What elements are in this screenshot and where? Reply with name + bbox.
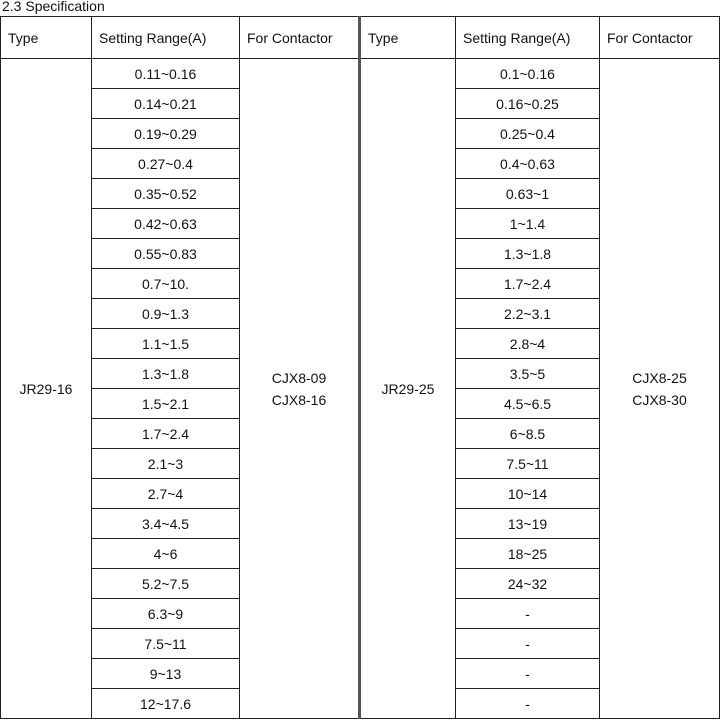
type-cell-left	[1, 59, 92, 719]
section-title: 2.3 Specification	[2, 0, 105, 14]
setting-range-right: 10~14	[456, 479, 600, 509]
setting-range-right: 7.5~11	[456, 449, 600, 479]
header-setting-range-right: Setting Range(A)	[456, 17, 600, 59]
setting-range-left: 0.14~0.21	[92, 89, 240, 119]
setting-range-right: 1.3~1.8	[456, 239, 600, 269]
setting-range-left: 2.1~3	[92, 449, 240, 479]
setting-range-left: 0.42~0.63	[92, 209, 240, 239]
header-row	[1, 17, 720, 59]
contactor-value-left: CJX8-16	[271, 391, 327, 408]
setting-range-right: 0.63~1	[456, 179, 600, 209]
setting-range-right: 0.25~0.4	[456, 119, 600, 149]
setting-range-right: -	[456, 689, 600, 719]
setting-range-left: 0.19~0.29	[92, 119, 240, 149]
setting-range-right: 18~25	[456, 539, 600, 569]
setting-range-left: 0.55~0.83	[92, 239, 240, 269]
setting-range-left: 1.7~2.4	[92, 419, 240, 449]
setting-range-left: 3.4~4.5	[92, 509, 240, 539]
header-for-contactor-left: For Contactor	[240, 17, 360, 59]
setting-range-left: 4~6	[92, 539, 240, 569]
table-row	[1, 59, 720, 89]
setting-range-right: -	[456, 599, 600, 629]
setting-range-left: 1.3~1.8	[92, 359, 240, 389]
setting-range-right: 3.5~5	[456, 359, 600, 389]
type-value-left: JR29-16	[19, 380, 73, 397]
type-value-right: JR29-25	[381, 380, 435, 397]
setting-range-left: 1.1~1.5	[92, 329, 240, 359]
setting-range-right: 24~32	[456, 569, 600, 599]
setting-range-right: 2.2~3.1	[456, 299, 600, 329]
type-cell-right	[360, 59, 456, 719]
setting-range-left: 0.35~0.52	[92, 179, 240, 209]
setting-range-right: 0.4~0.63	[456, 149, 600, 179]
setting-range-left: 1.5~2.1	[92, 389, 240, 419]
setting-range-right: 13~19	[456, 509, 600, 539]
setting-range-left: 7.5~11	[92, 629, 240, 659]
setting-range-right: 4.5~6.5	[456, 389, 600, 419]
setting-range-right: 1.7~2.4	[456, 269, 600, 299]
setting-range-left: 0.11~0.16	[92, 59, 240, 89]
setting-range-left: 0.7~10.	[92, 269, 240, 299]
header-setting-range-left: Setting Range(A)	[92, 17, 240, 59]
setting-range-right: 1~1.4	[456, 209, 600, 239]
specification-table	[0, 16, 720, 719]
setting-range-right: -	[456, 629, 600, 659]
setting-range-left: 9~13	[92, 659, 240, 689]
setting-range-left: 6.3~9	[92, 599, 240, 629]
setting-range-left: 12~17.6	[92, 689, 240, 719]
setting-range-left: 2.7~4	[92, 479, 240, 509]
setting-range-right: 2.8~4	[456, 329, 600, 359]
contactor-value-right: CJX8-30	[632, 391, 687, 408]
setting-range-right: 0.1~0.16	[456, 59, 600, 89]
header-type-right: Type	[360, 17, 456, 59]
setting-range-right: 0.16~0.25	[456, 89, 600, 119]
contactor-value-right: CJX8-25	[632, 369, 687, 386]
contactor-cell-right	[600, 59, 720, 719]
setting-range-left: 0.27~0.4	[92, 149, 240, 179]
contactor-value-left: CJX8-09	[271, 369, 327, 386]
header-type-left: Type	[1, 17, 92, 59]
table-body	[1, 59, 720, 719]
header-for-contactor-right: For Contactor	[600, 17, 720, 59]
setting-range-right: -	[456, 659, 600, 689]
contactor-cell-left	[240, 59, 360, 719]
setting-range-left: 0.9~1.3	[92, 299, 240, 329]
setting-range-right: 6~8.5	[456, 419, 600, 449]
setting-range-left: 5.2~7.5	[92, 569, 240, 599]
